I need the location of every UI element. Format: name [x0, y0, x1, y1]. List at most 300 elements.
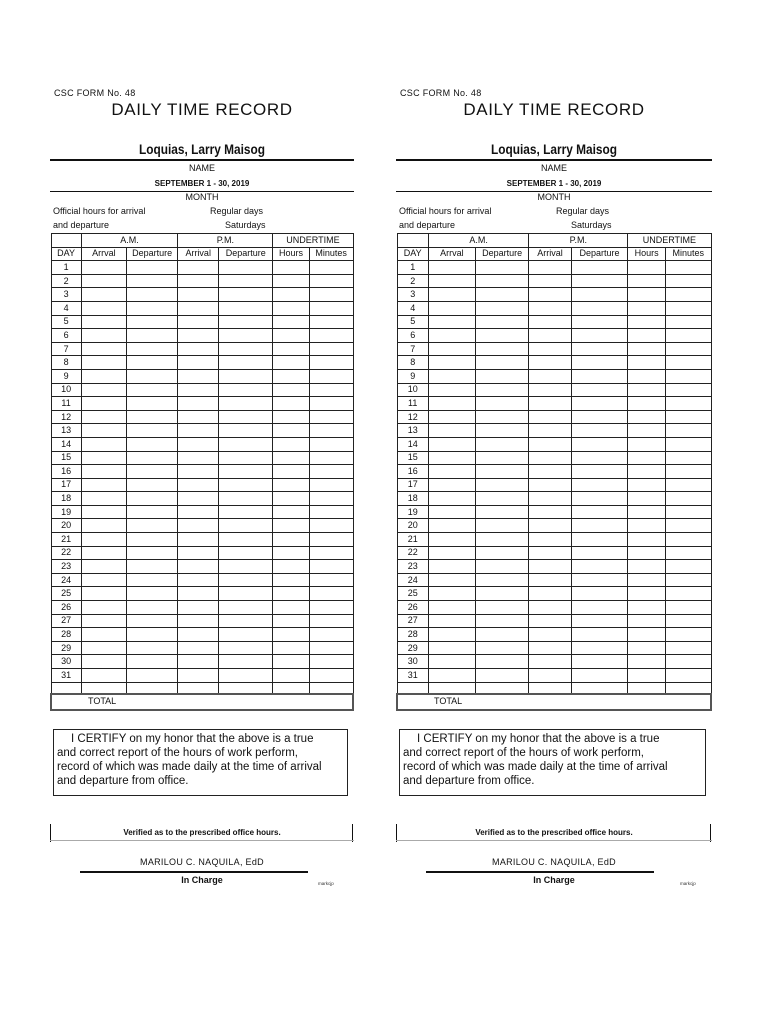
time-cell [529, 587, 571, 601]
time-cell [309, 410, 353, 424]
time-cell [475, 655, 528, 669]
time-cell [219, 601, 273, 615]
time-cell [475, 601, 528, 615]
time-cell [628, 573, 666, 587]
time-cell [178, 533, 219, 547]
table-row [51, 492, 353, 506]
certify-line-3: record of which was made daily at the time of arrival [57, 761, 322, 773]
time-cell [665, 397, 711, 411]
time-cell [81, 641, 126, 655]
time-cell [178, 546, 219, 560]
dtr-form-left [50, 0, 354, 900]
time-cell [219, 301, 273, 315]
time-cell [178, 628, 219, 642]
time-cell [273, 397, 309, 411]
time-cell [428, 369, 475, 383]
time-cell [81, 424, 126, 438]
time-cell [529, 669, 571, 683]
time-cell [178, 682, 219, 694]
time-cell [309, 369, 353, 383]
time-cell [178, 505, 219, 519]
time-cell [81, 329, 126, 343]
day-number: 6 [51, 329, 81, 343]
certify-line-1: I CERTIFY on my honor that the above is a true [417, 733, 660, 745]
header-am-arrival: Arrval [81, 247, 126, 261]
time-cell [529, 573, 571, 587]
day-number: 5 [51, 315, 81, 329]
day-number: 10 [51, 383, 81, 397]
day-number: 29 [51, 641, 81, 655]
header-hours: Hours [273, 247, 309, 261]
table-row [397, 655, 711, 669]
time-cell [309, 655, 353, 669]
time-cell [81, 573, 126, 587]
time-cell [309, 383, 353, 397]
time-cell [571, 519, 628, 533]
time-cell [126, 573, 177, 587]
time-cell [428, 261, 475, 275]
time-cell [475, 573, 528, 587]
time-cell [571, 356, 628, 370]
time-cell [475, 410, 528, 424]
time-cell [665, 478, 711, 492]
day-number: 25 [397, 587, 428, 601]
day-number: 20 [51, 519, 81, 533]
time-cell [571, 465, 628, 479]
day-number: 13 [51, 424, 81, 438]
table-row [397, 601, 711, 615]
time-cell [665, 601, 711, 615]
day-number: 9 [51, 369, 81, 383]
certify-line-2: and correct report of the hours of work perform, [57, 747, 298, 759]
header-pm-departure: Departure [219, 247, 273, 261]
time-cell [428, 669, 475, 683]
time-cell [628, 614, 666, 628]
time-cell [81, 587, 126, 601]
time-cell [273, 288, 309, 302]
time-cell [309, 669, 353, 683]
time-cell [81, 560, 126, 574]
time-cell [178, 383, 219, 397]
time-cell [529, 546, 571, 560]
time-cell [571, 369, 628, 383]
table-row [51, 669, 353, 683]
time-cell [219, 410, 273, 424]
time-cell [309, 397, 353, 411]
certify-line-4: and departure from office. [57, 775, 189, 787]
time-cell [665, 519, 711, 533]
day-number: 28 [397, 628, 428, 642]
time-cell [273, 465, 309, 479]
time-cell [628, 410, 666, 424]
time-cell [126, 410, 177, 424]
time-cell [219, 682, 273, 694]
time-cell [219, 329, 273, 343]
table-row [397, 274, 711, 288]
time-cell [475, 478, 528, 492]
time-cell [571, 641, 628, 655]
time-cell [529, 410, 571, 424]
table-row [51, 465, 353, 479]
time-cell [309, 560, 353, 574]
time-cell [529, 329, 571, 343]
time-cell [571, 274, 628, 288]
time-cell [273, 682, 309, 694]
day-number: 12 [51, 410, 81, 424]
table-row [397, 492, 711, 506]
header-blank [397, 234, 428, 248]
table-row [51, 546, 353, 560]
time-cell [126, 492, 177, 506]
time-cell [219, 573, 273, 587]
table-row [51, 342, 353, 356]
table-row [397, 329, 711, 343]
time-cell [571, 655, 628, 669]
time-cell [126, 315, 177, 329]
certification-box [53, 729, 348, 796]
table-row [397, 505, 711, 519]
time-cell [529, 478, 571, 492]
time-cell [665, 369, 711, 383]
time-cell [81, 655, 126, 669]
day-number: 30 [397, 655, 428, 669]
time-cell [309, 682, 353, 694]
time-cell [475, 369, 528, 383]
time-cell [475, 329, 528, 343]
official-hours-label-2: and departure [53, 220, 110, 230]
time-cell [178, 261, 219, 275]
day-number: 19 [51, 505, 81, 519]
time-cell [475, 560, 528, 574]
time-cell [126, 424, 177, 438]
table-row [397, 356, 711, 370]
table-row [397, 533, 711, 547]
officer-role: In Charge [181, 875, 223, 885]
time-cell [126, 601, 177, 615]
time-cell [665, 682, 711, 694]
time-cell [178, 274, 219, 288]
time-cell [273, 641, 309, 655]
time-cell [309, 329, 353, 343]
time-cell [665, 301, 711, 315]
time-cell [309, 437, 353, 451]
time-cell [529, 614, 571, 628]
time-cell [665, 329, 711, 343]
time-cell [309, 546, 353, 560]
time-cell [178, 356, 219, 370]
time-cell [529, 533, 571, 547]
time-cell [178, 655, 219, 669]
time-cell [81, 437, 126, 451]
time-cell [219, 492, 273, 506]
time-cell [81, 628, 126, 642]
time-record-table [50, 233, 354, 711]
time-cell [126, 465, 177, 479]
time-cell [219, 519, 273, 533]
time-cell [665, 533, 711, 547]
day-number: 21 [51, 533, 81, 547]
time-cell [628, 519, 666, 533]
table-header-row-1 [397, 234, 711, 248]
time-cell [81, 669, 126, 683]
time-cell [628, 437, 666, 451]
table-row [397, 587, 711, 601]
time-cell [309, 573, 353, 587]
time-cell [219, 533, 273, 547]
day-number: 22 [397, 546, 428, 560]
time-cell [126, 478, 177, 492]
certify-line-1: I CERTIFY on my honor that the above is a true [71, 733, 314, 745]
time-cell [309, 301, 353, 315]
time-cell [273, 410, 309, 424]
day-number: 24 [397, 573, 428, 587]
time-cell [273, 519, 309, 533]
time-cell [428, 383, 475, 397]
header-am: A.M. [428, 234, 528, 248]
day-number: 10 [397, 383, 428, 397]
time-cell [571, 288, 628, 302]
time-cell [81, 383, 126, 397]
time-cell [309, 424, 353, 438]
time-cell [571, 478, 628, 492]
time-cell [219, 424, 273, 438]
time-cell [665, 492, 711, 506]
time-cell [529, 560, 571, 574]
time-cell [628, 560, 666, 574]
time-cell [126, 369, 177, 383]
time-cell [309, 587, 353, 601]
total-row [51, 694, 353, 710]
table-row [51, 628, 353, 642]
time-cell [428, 601, 475, 615]
table-row [397, 261, 711, 275]
time-cell [475, 342, 528, 356]
time-cell [273, 261, 309, 275]
table-header-row-2 [51, 247, 353, 261]
day-number: 3 [397, 288, 428, 302]
verified-underline [50, 840, 354, 841]
time-cell [529, 301, 571, 315]
time-cell [178, 301, 219, 315]
time-cell [219, 478, 273, 492]
time-cell [428, 410, 475, 424]
time-cell [273, 274, 309, 288]
table-row [51, 641, 353, 655]
time-cell [628, 478, 666, 492]
day-number: 2 [51, 274, 81, 288]
time-cell [81, 274, 126, 288]
time-cell [81, 301, 126, 315]
table-row [397, 641, 711, 655]
time-cell [665, 465, 711, 479]
time-cell [81, 519, 126, 533]
time-cell [628, 641, 666, 655]
header-am-departure: Departure [126, 247, 177, 261]
time-cell [475, 397, 528, 411]
time-cell [475, 519, 528, 533]
time-cell [178, 397, 219, 411]
time-cell [529, 424, 571, 438]
signature-line [426, 871, 654, 873]
time-cell [665, 315, 711, 329]
table-row [397, 546, 711, 560]
time-cell [475, 465, 528, 479]
time-cell [219, 342, 273, 356]
time-cell [273, 655, 309, 669]
time-cell [273, 451, 309, 465]
time-cell [428, 329, 475, 343]
table-row [397, 478, 711, 492]
table-header-row-2 [397, 247, 711, 261]
verified-statement: Verified as to the prescribed office hours. [123, 828, 281, 837]
time-cell [126, 519, 177, 533]
time-cell [475, 614, 528, 628]
time-cell [665, 546, 711, 560]
table-row [51, 601, 353, 615]
creator-tag: markcjp [318, 881, 334, 886]
employee-name: Loquias, Larry Maisog [490, 142, 618, 157]
header-pm-arrival: Arrival [529, 247, 571, 261]
time-cell [529, 519, 571, 533]
time-cell [628, 682, 666, 694]
table-row [51, 573, 353, 587]
time-cell [309, 315, 353, 329]
time-cell [309, 274, 353, 288]
time-cell [475, 628, 528, 642]
table-row [397, 451, 711, 465]
time-cell [665, 356, 711, 370]
total-label: TOTAL [51, 694, 353, 710]
day-number: 15 [51, 451, 81, 465]
time-cell [81, 546, 126, 560]
time-cell [309, 505, 353, 519]
time-cell [428, 682, 475, 694]
time-cell [529, 451, 571, 465]
certify-line-2: and correct report of the hours of work perform, [403, 747, 644, 759]
table-row [397, 573, 711, 587]
time-cell [273, 587, 309, 601]
time-cell [665, 342, 711, 356]
time-cell [628, 628, 666, 642]
time-cell [571, 669, 628, 683]
name-label: NAME [540, 163, 567, 173]
time-cell [178, 369, 219, 383]
time-cell [219, 641, 273, 655]
time-cell [126, 560, 177, 574]
time-cell [529, 465, 571, 479]
time-cell [665, 383, 711, 397]
time-cell [273, 356, 309, 370]
time-cell [309, 342, 353, 356]
time-cell [178, 614, 219, 628]
time-cell [571, 628, 628, 642]
time-cell [428, 274, 475, 288]
time-cell [428, 342, 475, 356]
day-number: 24 [51, 573, 81, 587]
time-cell [475, 641, 528, 655]
time-cell [628, 397, 666, 411]
time-cell [628, 533, 666, 547]
time-cell [628, 315, 666, 329]
time-cell [273, 669, 309, 683]
time-cell [665, 614, 711, 628]
time-cell [428, 451, 475, 465]
time-cell [126, 383, 177, 397]
time-cell [273, 315, 309, 329]
table-row [51, 315, 353, 329]
time-cell [273, 614, 309, 628]
time-cell [178, 342, 219, 356]
time-cell [665, 288, 711, 302]
time-cell [529, 655, 571, 669]
header-minutes: Minutes [665, 247, 711, 261]
time-cell [81, 315, 126, 329]
time-cell [529, 369, 571, 383]
time-cell [428, 465, 475, 479]
creator-tag: markcjp [680, 881, 696, 886]
time-cell [273, 329, 309, 343]
time-cell [571, 682, 628, 694]
time-cell [178, 560, 219, 574]
time-cell [126, 356, 177, 370]
table-header-row-1 [51, 234, 353, 248]
time-cell [81, 614, 126, 628]
time-cell [273, 492, 309, 506]
table-row [51, 655, 353, 669]
table-row [397, 519, 711, 533]
time-cell [309, 356, 353, 370]
time-cell [529, 383, 571, 397]
day-number: 26 [397, 601, 428, 615]
time-cell [126, 682, 177, 694]
time-cell [309, 465, 353, 479]
time-cell [628, 587, 666, 601]
time-cell [309, 533, 353, 547]
day-number: 31 [51, 669, 81, 683]
time-cell [126, 274, 177, 288]
header-pm-arrival: Arrival [178, 247, 219, 261]
time-cell [219, 614, 273, 628]
time-cell [529, 315, 571, 329]
day-number: 26 [51, 601, 81, 615]
day-number: 1 [51, 261, 81, 275]
time-cell [428, 546, 475, 560]
time-cell [428, 301, 475, 315]
time-cell [628, 669, 666, 683]
time-cell [628, 424, 666, 438]
day-number: 8 [51, 356, 81, 370]
month-label: MONTH [537, 192, 571, 202]
time-cell [628, 505, 666, 519]
time-cell [309, 614, 353, 628]
time-cell [665, 424, 711, 438]
time-cell [81, 492, 126, 506]
time-cell [529, 261, 571, 275]
day-number: 16 [51, 465, 81, 479]
day-number: 14 [397, 437, 428, 451]
time-cell [529, 437, 571, 451]
time-cell [571, 451, 628, 465]
time-cell [665, 560, 711, 574]
time-cell [81, 478, 126, 492]
table-row [397, 410, 711, 424]
time-cell [126, 614, 177, 628]
time-cell [273, 533, 309, 547]
time-cell [428, 614, 475, 628]
table-row [51, 397, 353, 411]
time-cell [126, 288, 177, 302]
official-hours-label: Official hours for arrival [399, 206, 492, 216]
